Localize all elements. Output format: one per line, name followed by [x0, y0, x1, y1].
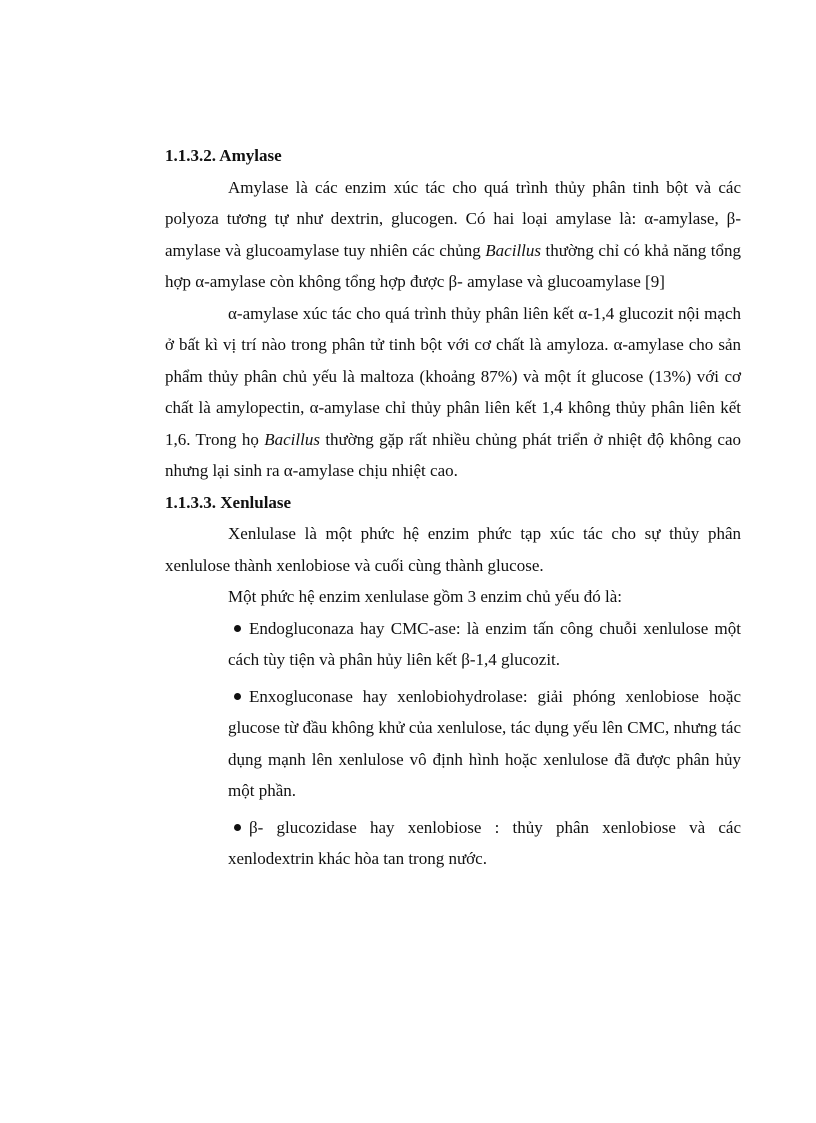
section-heading-xenlulase: 1.1.3.3. Xenlulase — [165, 492, 292, 512]
enzyme-list — [165, 613, 741, 875]
section-heading-amylase: 1.1.3.2. Amylase — [165, 146, 282, 165]
list-item — [228, 613, 741, 676]
document-page — [165, 140, 741, 880]
paragraph-amylase-intro: Amylase là các enzim xúc tác cho quá trình thủy phân tinh bột và các polyoza tương tự như dextrin, glucogen. Có hai loại amylase là: α-amylase, β-amylase và glucoamylase tuy nhiên các chủng Bacillus thường chỉ có khả năng tổng hợp α-amylase còn không tổng hợp được β- amylase và glucoamylase [9] — [165, 177, 741, 291]
bullet-icon — [234, 693, 241, 700]
bullet-icon — [234, 824, 241, 831]
list-item — [228, 681, 741, 807]
paragraph-alpha-amylase: α-amylase xúc tác cho quá trình thủy phân liên kết α-1,4 glucozit nội mạch ở bất kì vị trí nào trong phân tử tinh bột với cơ chất là amyloza. α-amylase cho sản phẩm thủy phân chủ yếu là maltoza (khoảng 87%) và một ít glucose (13%) với cơ chất là amylopectin, α-amylase chỉ thủy phân liên kết 1,4 không thủy phân liên kết 1,6. Trong họ Bacillus thường gặp rất nhiều chủng phát triển ở nhiệt độ không cao nhưng lại sinh ra α-amylase chịu nhiệt cao. — [165, 303, 742, 480]
list-item-text: Endogluconaza hay CMC-ase: là enzim tấn công chuỗi xenlulose một cách tùy tiện và phân hủy liên kết β-1,4 glucozit. — [228, 618, 741, 669]
paragraph-xenlulase-components: Một phức hệ enzim xenlulase gồm 3 enzim chủ yếu đó là: — [228, 587, 622, 606]
list-item-text: Enxogluconase hay xenlobiohydrolase: giải phóng xenlobiose hoặc glucose từ đầu không khử của xenlulose, tác dụng yếu lên CMC, nhưng tác dụng mạnh lên xenlulose vô định hình hoặc xenlulose đã được phân hủy một phần. — [228, 686, 741, 800]
bullet-icon — [234, 625, 241, 632]
list-item-text: β- glucozidase hay xenlobiose : thủy phân xenlobiose và các xenlodextrin khác hòa tan trong nước. — [228, 817, 741, 868]
paragraph-xenlulase-intro: Xenlulase là một phức hệ enzim phức tạp xúc tác cho sự thủy phân xenlulose thành xenlobiose và cuối cùng thành glucose. — [165, 524, 741, 575]
list-item — [228, 812, 741, 875]
